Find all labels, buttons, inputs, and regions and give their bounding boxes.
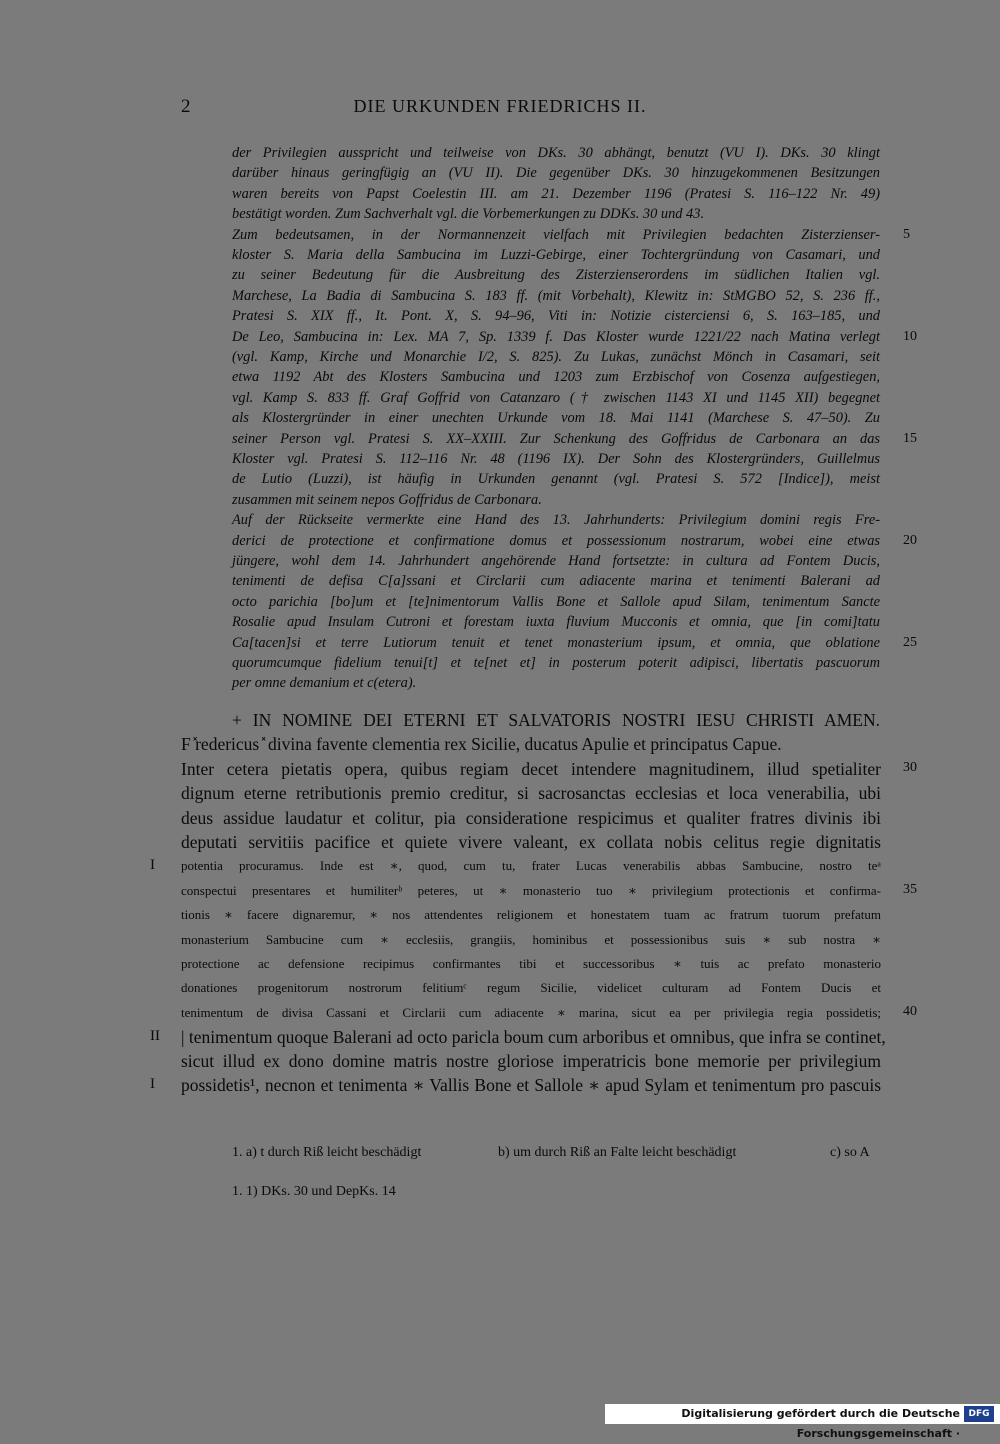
intro-line: zu seiner Bedeutung für die Ausbreitung des Zisterzienserordens im südlichen Italien vgl.: [232, 267, 880, 284]
banner-text: Digitalisierung gefördert durch die Deutsche Forschungsgemeinschaft ·: [681, 1407, 960, 1440]
line-number: 25: [903, 634, 917, 650]
intro-line: Marchese, La Badia di Sambucina S. 183 ff. (mit Vorbehalt), Klewitz in: StMGBO 52, S. 236 ff.,: [232, 287, 880, 304]
footnote-a: 1. a) t durch Riß leicht beschädigt: [232, 1145, 422, 1160]
intro-line: Pratesi S. XIX ff., It. Pont. X, S. 94–96, Viti in: Notizie cisterciensi 6, S. 163–185, und: [232, 308, 880, 325]
main-text-line: deputati servitiis pacifice et quiete vivere valeant, ex collata nobis celitus regie dignitatis: [181, 832, 881, 852]
main-text-line: protectione ac defensione recipimus confirmantes tibi et successoribus ∗ tuis ac prefato monasterio: [181, 956, 881, 971]
intro-line: zusammen mit seinem nepos Goffridus de Carbonara.: [232, 491, 542, 508]
intro-line: de Lutio (Luzzi), ist häufig in Urkunden genannt (vgl. Pratesi S. 572 [Indice]), meist: [232, 471, 880, 488]
margin-folio-mark: I: [150, 1076, 155, 1092]
main-text-line: deus assidue laudatur et colitur, pia consideratione respicimus et qualiter fratres divinis ibi: [181, 808, 881, 828]
line-number: 35: [903, 882, 917, 897]
intro-line: Zum bedeutsamen, in der Normannenzeit vielfach mit Privilegien bedachten Zisterzienser-: [232, 226, 880, 243]
page-number: 2: [181, 96, 191, 117]
line-number: 5: [903, 226, 910, 242]
intro-line: Ca[tacen]si et terre Lutiorum tenuit et tenet monasterium ipsum, et omnia, que oblatione: [232, 634, 880, 651]
main-text-line: tenimentum de divisa Cassani et Circlarii cum adiacente ∗ marina, sicut ea per privilegia regia possidetis;: [181, 1005, 881, 1020]
footnote-b: b) um durch Riß an Falte leicht beschädigt: [498, 1145, 737, 1160]
intro-line: Rosalie apud Insulam Cutroni et forestam iuxta fluvium Mucconis et omnia, que [in comi]tatu: [232, 614, 880, 631]
running-title: DIE URKUNDEN FRIEDRICHS II.: [353, 96, 647, 116]
dfg-banner[interactable]: [605, 1404, 1000, 1440]
main-text-line: F ̽redericus ̽ divina favente clementia rex Sicilie, ducatus Apulie et principatus Capue.: [181, 734, 782, 754]
main-text-line: tionis ∗ facere dignaremur, ∗ nos attendentes religionem et honestatem tuam ac fratrum tuorum prefatum: [181, 907, 881, 922]
footnote-ref: 1. 1) DKs. 30 und DepKs. 14: [232, 1184, 396, 1199]
intro-line: per omne demanium et c(etera).: [232, 675, 417, 692]
main-text-line: donationes progenitorum nostrorum felitiumᶜ regum Sicilie, videlicet culturam ad Fontem Ducis et: [181, 980, 881, 995]
intro-line: etwa 1192 Abt des Klosters Sambucina und 1203 zum Erzbischof von Cosenza aufgestiegen,: [232, 369, 880, 386]
intro-line: Kloster vgl. Pratesi S. 112–116 Nr. 48 (1196 IX). Der Sohn des Klostergründers, Guillelmus: [232, 451, 880, 467]
main-text-line: Inter cetera pietatis opera, quibus regiam decet intendere magnitudinem, illud spetialiter: [181, 759, 881, 779]
line-number: 15: [903, 430, 917, 446]
line-number: 30: [903, 760, 917, 775]
footnote-c: c) so A: [830, 1145, 870, 1160]
main-text-line: + IN NOMINE DEI ETERNI ET SALVATORIS NOSTRI IESU CHRISTI AMEN.: [232, 710, 880, 730]
intro-line: kloster S. Maria della Sambucina im Luzzi-Gebirge, einer Tochtergründung von Casamari, und: [232, 247, 880, 263]
intro-line: tenimenti de defisa C[a]ssani et Circlarii cum adiacente marina et tenimenti Balerani ad: [232, 573, 880, 590]
intro-line: vgl. Kamp S. 833 ff. Graf Goffrid von Catanzaro († zwischen 1143 XI und 1145 XII) begegnet: [232, 389, 880, 406]
main-text-line: monasterium Sambucine cum ∗ ecclesiis, grangiis, hominibus et possessionibus suis ∗ sub nostra ∗: [181, 932, 881, 947]
main-text-line: possidetis¹, necnon et tenimenta ∗ Vallis Bone et Sallole ∗ apud Sylam et tenimentum pro pascuis: [181, 1075, 881, 1095]
line-number: 20: [903, 532, 917, 548]
margin-folio-mark: II: [150, 1028, 160, 1044]
intro-line: De Leo, Sambucina in: Lex. MA 7, Sp. 1339 f. Das Kloster wurde 1221/22 nach Matina verlegt: [232, 328, 880, 345]
intro-line: (vgl. Kamp, Kirche und Monarchie I/2, S. 825). Zu Lukas, zunächst Mönch in Casamari, seit: [232, 349, 880, 365]
line-number: 40: [903, 1004, 917, 1019]
main-text-line: dignum eterne retributionis premio creditur, si sacrosanctas ecclesias et loca venerabilia, ubi: [181, 783, 881, 803]
margin-folio-mark: I: [150, 857, 155, 873]
intro-line: Auf der Rückseite vermerkte eine Hand des 13. Jahrhunderts: Privilegium domini regis Fre-: [232, 512, 880, 529]
intro-line: seiner Person vgl. Pratesi S. XX–XXIII. Zur Schenkung des Goffridus de Carbonara an das: [232, 430, 880, 447]
intro-line: bestätigt worden. Zum Sachverhalt vgl. die Vorbemerkungen zu DDKs. 30 und 43.: [232, 206, 705, 223]
intro-line: darüber hinaus geringfügig an (VU II). Die gegenüber DKs. 30 hinzugekommenen Besitzungen: [232, 165, 880, 182]
dfg-logo-icon: DFG: [964, 1406, 994, 1422]
main-text-line: conspectui presentares et humiliterᵇ peteres, ut ∗ monasterio tuo ∗ privilegium protectionis et confirma-: [181, 883, 881, 898]
intro-line: quorumcumque fidelium tenui[t] et te[net et] in posterum poterit adipisci, libertatis pascuorum: [232, 655, 880, 671]
main-text-line: potentia procuramus. Inde est ∗, quod, cum tu, frater Lucas venerabilis abbas Sambucine, nostro teᵃ: [181, 858, 881, 873]
main-text-line: sicut illud ex dono domine matris nostre gloriose imperatricis bone memorie per privilegium: [181, 1051, 881, 1071]
intro-line: der Privilegien ausspricht und teilweise von DKs. 30 abhängt, benutzt (VU I). DKs. 30 klingt: [232, 145, 880, 161]
intro-line: als Klostergründer in einer unechten Urkunde vom 18. Mai 1141 (Marchese S. 47–50). Zu: [232, 410, 880, 427]
intro-line: octo parichia [bo]um et [te]nimentorum Vallis Bone et Sallole apud Silam, tenimentum Sancte: [232, 593, 880, 610]
intro-line: jüngere, wohl dem 14. Jahrhundert angehörende Hand fortsetzte: in cultura ad Fontem Ducis,: [232, 553, 880, 569]
line-number: 10: [903, 328, 917, 344]
intro-line: derici de protectione et confirmatione domus et possessionum nostrarum, wobei eine etwas: [232, 532, 880, 549]
intro-line: waren bereits von Papst Coelestin III. am 21. Dezember 1196 (Pratesi S. 116–122 Nr. 49): [232, 185, 880, 202]
main-text-line: | tenimentum quoque Balerani ad octo paricla boum cum arboribus et omnibus, que infra se continet,: [181, 1027, 886, 1047]
